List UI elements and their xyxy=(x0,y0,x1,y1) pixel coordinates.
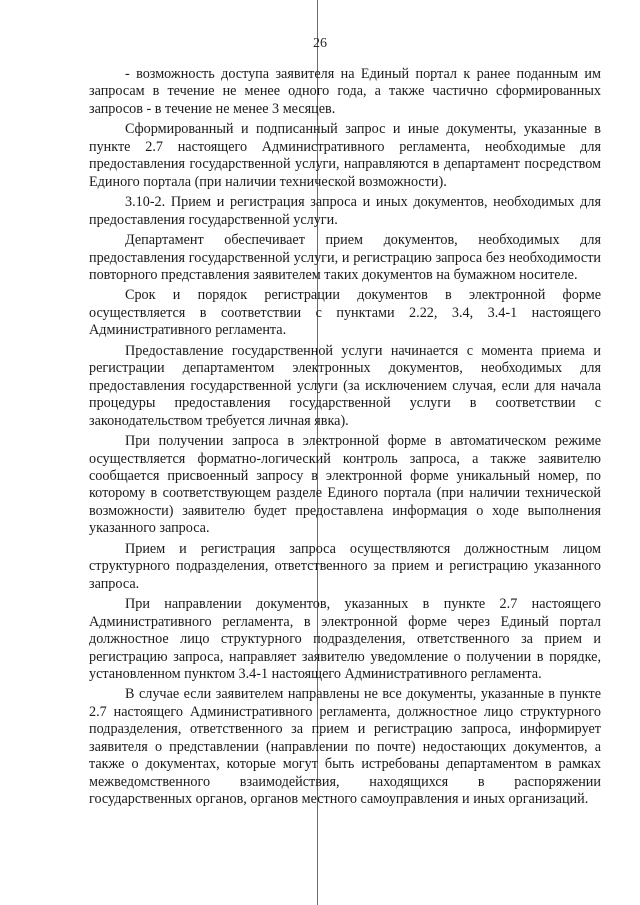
paragraph-responsible-officer: Прием и регистрация запроса осуществляются должностным лицом структурного подразделения, ответственного за прием и регистрацию указанного запроса. xyxy=(89,540,601,592)
page-number: 26 xyxy=(313,36,327,51)
paragraph-missing-documents: В случае если заявителем направлены не все документы, указанные в пункте 2.7 настоящего Административного регламента, должностное лицо структурного подразделения, ответственного за прием и регистрацию запроса, информирует заявителя о представлении (направлении по почте) недостающих документов, а также о документах, которые могут быть истребованы департаментом в рамках межведомственного взаимодействия, находящихся в распоряжении государственных органов, органов местного самоуправления и иных организаций. xyxy=(89,686,601,808)
paragraph-registration-term: Срок и порядок регистрации документов в электронной форме осуществляется в соответствии с пунктами 2.22, 3.4, 3.4-1 настоящего Административного регламента. xyxy=(89,287,601,339)
paragraph-department-provides: Департамент обеспечивает прием документов, необходимых для предоставления государственной услуги, и регистрацию запроса без необходимости повторного представления заявителем таких документов на бумажном носителе. xyxy=(89,232,601,283)
paragraph-portal-access: - возможность доступа заявителя на Единый портал к ранее поданным им запросам в течение не менее одного года, а также частично сформированных запросов - в течение не менее 3 месяцев. xyxy=(89,66,601,117)
paragraph-service-start: Предоставление государственной услуги начинается с момента приема и регистрации департаментом электронных документов, необходимых для предоставления государственной услуги (за исключением случая, если для начала процедуры предоставления государственной услуги в соответствии с законодательством требуется личная явка). xyxy=(89,342,601,429)
paragraph-notification: При направлении документов, указанных в пункте 2.7 настоящего Административного регламента, в электронной форме через Единый портал должностное лицо структурного подразделения, ответственного за прием и регистрацию запроса, направляет заявителю уведомление о получении в порядке, установленном пунктом 3.4-1 настоящего Административного регламента. xyxy=(89,596,601,682)
paragraph-section-3-10-2: 3.10-2. Прием и регистрация запроса и иных документов, необходимых для предоставления государственной услуги. xyxy=(89,194,601,228)
document-body xyxy=(89,66,601,812)
paragraph-format-control: При получении запроса в электронной форме в автоматическом режиме осуществляется форматно-логический контроль запроса, а также заявителю сообщается присвоенный запросу в электронной форме уникальный номер, по которому в соответствующем разделе Единого портала (при наличии технической возможности) заявителю будет предоставлена информация о ходе выполнения указанного запроса. xyxy=(89,433,601,537)
paragraph-submission: Сформированный и подписанный запрос и иные документы, указанные в пункте 2.7 настоящего Административного регламента, необходимые для предоставления государственной услуги, направляются в департамент посредством Единого портала (при наличии технической возможности). xyxy=(89,121,601,190)
